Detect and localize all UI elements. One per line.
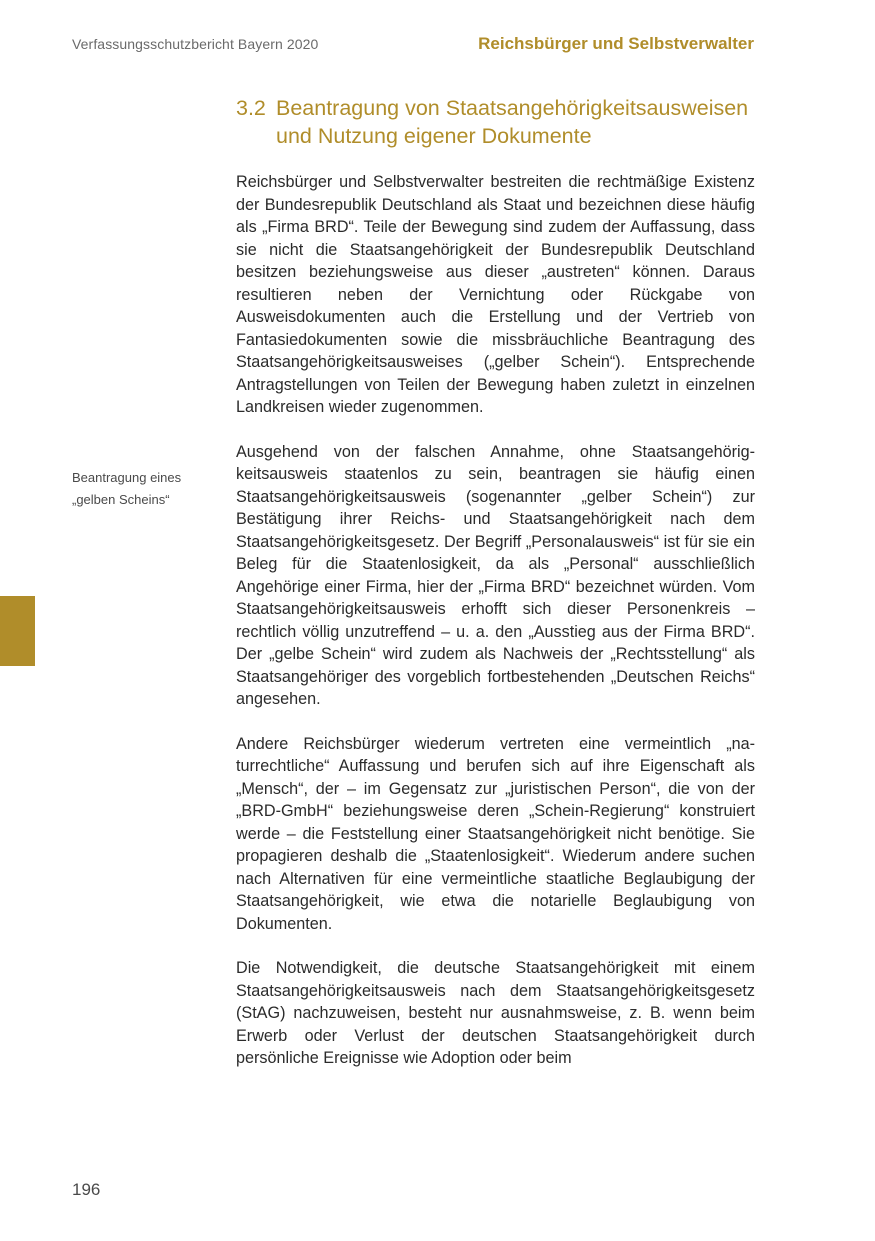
paragraph-3: Andere Reichsbürger wiederum vertreten eine vermeintlich „naturrechtliche“ Auffassung und berufen sich auf ihre Eigenschaft als „Mensch“, der – im Gegensatz zur „juristischen Person“, die von der „BRD-GmbH“ beziehungsweise deren „Schein-Regierung“ konstruiert werde – die Feststellung einer Staatsangehörigkeit nicht benötige. Sie propagieren deshalb die „Staatenlosigkeit“. Wiederum andere suchen nach Alternativen für eine vermeintliche staatliche Beglaubigung der Staatsangehörigkeit, wie etwa die notarielle Beglaubigung von Dokumenten. — [236, 734, 755, 933]
paragraph-1: Reichsbürger und Selbstverwalter bestreiten die rechtmäßige Existenz der Bundesrepublik Deutschland als Staat und bezeichnen diese häufig als „Firma BRD“. Teile der Bewegung sind zudem der Auffassung, dass sie nicht die Staatsangehörigkeit der Bundesrepublik Deutschland besitzen beziehungsweise aus dieser „austreten“ können. Daraus resultieren neben der Vernichtung oder Rückgabe von Ausweisdokumenten auch die Erstellung und der Vertrieb von Fantasiedokumenten sowie die missbräuchliche Beantragung des Staatsangehörigkeitsausweises („gelber Schein“). Entsprechende Antragstellungen von Teilen der Bewegung haben zuletzt in einzelnen Landkreisen wieder zugenommen. — [236, 173, 755, 416]
running-header-publication: Verfassungsschutzbericht Bayern 2020 — [72, 36, 319, 52]
paragraph-4: Die Notwendigkeit, die deutsche Staatsangehörigkeit mit einem Staatsangehörigkeitsausweis nach dem Staatsangehörigkeitsgesetz (StAG) nachzuweisen, besteht nur ausnahmsweise, z. B. wenn beim Erwerb oder Verlust der deutschen Staatsangehörigkeit durch persönliche Ereignisse wie Adoption oder beim — [236, 959, 755, 1067]
body-text — [236, 171, 755, 1092]
chapter-thumb-tab — [0, 596, 35, 666]
section-heading — [236, 94, 766, 150]
margin-note: Beantragung eines „gelben Scheins“ — [72, 470, 182, 507]
section-number: 3.2 — [236, 96, 266, 120]
page-number: 196 — [72, 1180, 101, 1199]
paragraph-2: Ausgehend von der falschen Annahme, ohne Staatsangehörigkeitsausweis staatenlos zu sein, beantragen sie häufig einen Staatsangehörigkeitsausweis (sogenannter „gelber Schein“) zur Bestätigung ihrer Reichs- und Staatsangehörigkeit nach dem Staatsangehörigkeitsgesetz. Der Begriff „Personalausweis“ ist für sie ein Beleg für die Staatenlosigkeit, da als „Personal“ ausschließlich Angehörige einer Firma, hier der „Firma BRD“ bezeichnet würden. Vom Staatsangehörigkeitsausweis erhofft sich dieser Personenkreis – rechtlich völlig unzutreffend – u. a. den „Ausstieg aus der Firma BRD“. Der „gelbe Schein“ wird zudem als Nachweis der „Rechtsstellung“ als Staatsangehöriger des vorgeblich fortbestehenden „Deutschen Reichs“ angesehen. — [236, 442, 755, 708]
section-title: Beantragung von Staatsangehörigkeitsausweisen und Nutzung eigener Dokumente — [276, 96, 749, 148]
running-header-chapter: Reichsbürger und Selbstverwalter — [478, 34, 754, 53]
